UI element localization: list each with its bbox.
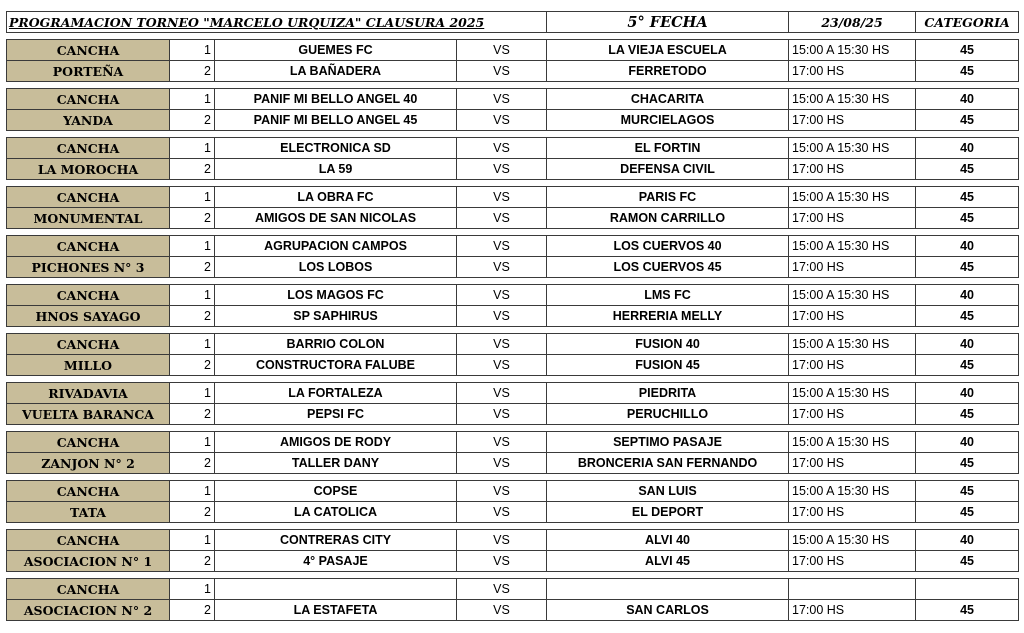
match-number: 2 bbox=[170, 453, 215, 474]
venue-name-line1: CANCHA bbox=[7, 334, 170, 355]
match-time: 17:00 HS bbox=[789, 355, 916, 376]
match-time: 17:00 HS bbox=[789, 208, 916, 229]
vs-label: VS bbox=[457, 355, 547, 376]
home-team: LA ESTAFETA bbox=[215, 600, 457, 621]
match-time: 15:00 A 15:30 HS bbox=[789, 89, 916, 110]
venue-name-line2: PICHONES N° 3 bbox=[7, 257, 170, 278]
match-row bbox=[7, 432, 1019, 453]
match-row bbox=[7, 334, 1019, 355]
separator-cell bbox=[7, 376, 1019, 383]
match-time: 17:00 HS bbox=[789, 600, 916, 621]
match-date: 23/08/25 bbox=[789, 12, 916, 33]
vs-label: VS bbox=[457, 530, 547, 551]
venue-name-line2: YANDA bbox=[7, 110, 170, 131]
match-row bbox=[7, 481, 1019, 502]
home-team: TALLER DANY bbox=[215, 453, 457, 474]
home-team: SP SAPHIRUS bbox=[215, 306, 457, 327]
match-row bbox=[7, 208, 1019, 229]
away-team: FERRETODO bbox=[547, 61, 789, 82]
match-number: 1 bbox=[170, 89, 215, 110]
match-category: 45 bbox=[916, 61, 1019, 82]
match-row bbox=[7, 600, 1019, 621]
match-category: 40 bbox=[916, 138, 1019, 159]
match-category: 40 bbox=[916, 334, 1019, 355]
match-number: 2 bbox=[170, 61, 215, 82]
away-team: PIEDRITA bbox=[547, 383, 789, 404]
home-team: LOS LOBOS bbox=[215, 257, 457, 278]
vs-label: VS bbox=[457, 159, 547, 180]
away-team: FUSION 40 bbox=[547, 334, 789, 355]
home-team: PANIF MI BELLO ANGEL 40 bbox=[215, 89, 457, 110]
category-header: CATEGORIA bbox=[916, 12, 1019, 33]
venue-separator bbox=[7, 278, 1019, 285]
home-team: COPSE bbox=[215, 481, 457, 502]
match-category: 40 bbox=[916, 383, 1019, 404]
venue-name-line1: CANCHA bbox=[7, 40, 170, 61]
home-team: LA BAÑADERA bbox=[215, 61, 457, 82]
venue-separator bbox=[7, 327, 1019, 334]
separator-cell bbox=[7, 327, 1019, 334]
match-number: 1 bbox=[170, 187, 215, 208]
away-team: SAN LUIS bbox=[547, 481, 789, 502]
match-category bbox=[916, 579, 1019, 600]
venue-name-line2: ZANJON N° 2 bbox=[7, 453, 170, 474]
match-row bbox=[7, 530, 1019, 551]
match-number: 1 bbox=[170, 432, 215, 453]
venue-name-line2: TATA bbox=[7, 502, 170, 523]
match-category: 45 bbox=[916, 306, 1019, 327]
match-category: 45 bbox=[916, 208, 1019, 229]
schedule-sheet bbox=[6, 11, 1018, 621]
venue-name-line2: MILLO bbox=[7, 355, 170, 376]
away-team: MURCIELAGOS bbox=[547, 110, 789, 131]
match-row bbox=[7, 383, 1019, 404]
away-team: SEPTIMO PASAJE bbox=[547, 432, 789, 453]
vs-label: VS bbox=[457, 187, 547, 208]
venue-name-line1: CANCHA bbox=[7, 579, 170, 600]
separator-cell bbox=[7, 180, 1019, 187]
match-number: 2 bbox=[170, 404, 215, 425]
match-row bbox=[7, 502, 1019, 523]
match-time bbox=[789, 579, 916, 600]
home-team: AMIGOS DE SAN NICOLAS bbox=[215, 208, 457, 229]
venue-name-line2: VUELTA BARANCA bbox=[7, 404, 170, 425]
away-team: LA VIEJA ESCUELA bbox=[547, 40, 789, 61]
match-number: 1 bbox=[170, 579, 215, 600]
match-time: 15:00 A 15:30 HS bbox=[789, 285, 916, 306]
vs-label: VS bbox=[457, 236, 547, 257]
match-time: 15:00 A 15:30 HS bbox=[789, 334, 916, 355]
match-number: 1 bbox=[170, 285, 215, 306]
vs-label: VS bbox=[457, 600, 547, 621]
round-label: 5° FECHA bbox=[547, 12, 789, 33]
match-number: 2 bbox=[170, 208, 215, 229]
venue-name-line2: HNOS SAYAGO bbox=[7, 306, 170, 327]
match-time: 15:00 A 15:30 HS bbox=[789, 187, 916, 208]
match-row bbox=[7, 404, 1019, 425]
match-number: 1 bbox=[170, 383, 215, 404]
match-row bbox=[7, 89, 1019, 110]
match-time: 17:00 HS bbox=[789, 61, 916, 82]
match-time: 15:00 A 15:30 HS bbox=[789, 432, 916, 453]
match-time: 17:00 HS bbox=[789, 453, 916, 474]
away-team: BRONCERIA SAN FERNANDO bbox=[547, 453, 789, 474]
home-team: AGRUPACION CAMPOS bbox=[215, 236, 457, 257]
away-team: PERUCHILLO bbox=[547, 404, 789, 425]
vs-label: VS bbox=[457, 208, 547, 229]
vs-label: VS bbox=[457, 481, 547, 502]
match-number: 2 bbox=[170, 306, 215, 327]
away-team: RAMON CARRILLO bbox=[547, 208, 789, 229]
match-time: 17:00 HS bbox=[789, 404, 916, 425]
vs-label: VS bbox=[457, 334, 547, 355]
match-category: 45 bbox=[916, 187, 1019, 208]
venue-name-line2: ASOCIACION N° 1 bbox=[7, 551, 170, 572]
match-row bbox=[7, 453, 1019, 474]
match-category: 40 bbox=[916, 432, 1019, 453]
home-team: LA CATOLICA bbox=[215, 502, 457, 523]
venue-name-line1: CANCHA bbox=[7, 285, 170, 306]
separator-cell bbox=[7, 131, 1019, 138]
venue-name-line1: CANCHA bbox=[7, 236, 170, 257]
match-row bbox=[7, 355, 1019, 376]
venue-name-line2: PORTEÑA bbox=[7, 61, 170, 82]
match-number: 1 bbox=[170, 236, 215, 257]
vs-label: VS bbox=[457, 61, 547, 82]
away-team: EL FORTIN bbox=[547, 138, 789, 159]
vs-label: VS bbox=[457, 579, 547, 600]
away-team: ALVI 45 bbox=[547, 551, 789, 572]
home-team: GUEMES FC bbox=[215, 40, 457, 61]
away-team: LOS CUERVOS 45 bbox=[547, 257, 789, 278]
match-category: 40 bbox=[916, 89, 1019, 110]
away-team: HERRERIA MELLY bbox=[547, 306, 789, 327]
home-team: CONSTRUCTORA FALUBE bbox=[215, 355, 457, 376]
match-time: 15:00 A 15:30 HS bbox=[789, 236, 916, 257]
match-category: 45 bbox=[916, 481, 1019, 502]
separator-cell bbox=[7, 278, 1019, 285]
match-number: 2 bbox=[170, 355, 215, 376]
match-row bbox=[7, 159, 1019, 180]
match-category: 45 bbox=[916, 502, 1019, 523]
home-team: LA OBRA FC bbox=[215, 187, 457, 208]
match-time: 15:00 A 15:30 HS bbox=[789, 530, 916, 551]
tournament-title: PROGRAMACION TORNEO "MARCELO URQUIZA" CLAUSURA 2025 bbox=[7, 12, 547, 33]
match-time: 15:00 A 15:30 HS bbox=[789, 481, 916, 502]
away-team: CHACARITA bbox=[547, 89, 789, 110]
match-category: 45 bbox=[916, 551, 1019, 572]
match-time: 17:00 HS bbox=[789, 306, 916, 327]
home-team: BARRIO COLON bbox=[215, 334, 457, 355]
match-category: 40 bbox=[916, 530, 1019, 551]
match-time: 17:00 HS bbox=[789, 551, 916, 572]
match-number: 1 bbox=[170, 334, 215, 355]
home-team: ELECTRONICA SD bbox=[215, 138, 457, 159]
match-category: 45 bbox=[916, 355, 1019, 376]
match-number: 1 bbox=[170, 138, 215, 159]
match-time: 15:00 A 15:30 HS bbox=[789, 40, 916, 61]
match-row bbox=[7, 40, 1019, 61]
home-team: AMIGOS DE RODY bbox=[215, 432, 457, 453]
match-number: 2 bbox=[170, 159, 215, 180]
venue-separator bbox=[7, 131, 1019, 138]
venue-name-line2: LA MOROCHA bbox=[7, 159, 170, 180]
venue-name-line1: CANCHA bbox=[7, 481, 170, 502]
match-row bbox=[7, 138, 1019, 159]
venue-separator bbox=[7, 376, 1019, 383]
venue-separator bbox=[7, 33, 1019, 40]
away-team: PARIS FC bbox=[547, 187, 789, 208]
match-category: 45 bbox=[916, 453, 1019, 474]
venue-name-line1: CANCHA bbox=[7, 187, 170, 208]
vs-label: VS bbox=[457, 89, 547, 110]
match-category: 40 bbox=[916, 236, 1019, 257]
away-team: DEFENSA CIVIL bbox=[547, 159, 789, 180]
venue-separator bbox=[7, 229, 1019, 236]
separator-cell bbox=[7, 572, 1019, 579]
venue-separator bbox=[7, 523, 1019, 530]
separator-cell bbox=[7, 33, 1019, 40]
venue-name-line2: MONUMENTAL bbox=[7, 208, 170, 229]
match-category: 45 bbox=[916, 600, 1019, 621]
away-team bbox=[547, 579, 789, 600]
away-team: SAN CARLOS bbox=[547, 600, 789, 621]
away-team: LOS CUERVOS 40 bbox=[547, 236, 789, 257]
home-team: LA 59 bbox=[215, 159, 457, 180]
match-number: 2 bbox=[170, 551, 215, 572]
vs-label: VS bbox=[457, 138, 547, 159]
header-row bbox=[7, 12, 1019, 33]
match-time: 15:00 A 15:30 HS bbox=[789, 383, 916, 404]
match-category: 45 bbox=[916, 404, 1019, 425]
away-team: ALVI 40 bbox=[547, 530, 789, 551]
match-row bbox=[7, 236, 1019, 257]
schedule-table bbox=[6, 11, 1019, 621]
vs-label: VS bbox=[457, 551, 547, 572]
venue-separator bbox=[7, 82, 1019, 89]
match-time: 17:00 HS bbox=[789, 159, 916, 180]
venue-separator bbox=[7, 180, 1019, 187]
venue-name-line1: CANCHA bbox=[7, 89, 170, 110]
home-team: LOS MAGOS FC bbox=[215, 285, 457, 306]
away-team: LMS FC bbox=[547, 285, 789, 306]
match-number: 2 bbox=[170, 600, 215, 621]
venue-name-line1: CANCHA bbox=[7, 432, 170, 453]
match-category: 45 bbox=[916, 257, 1019, 278]
match-time: 17:00 HS bbox=[789, 257, 916, 278]
match-category: 45 bbox=[916, 40, 1019, 61]
match-number: 1 bbox=[170, 530, 215, 551]
separator-cell bbox=[7, 523, 1019, 530]
vs-label: VS bbox=[457, 40, 547, 61]
separator-cell bbox=[7, 82, 1019, 89]
match-row bbox=[7, 579, 1019, 600]
venue-separator bbox=[7, 572, 1019, 579]
away-team: EL DEPORT bbox=[547, 502, 789, 523]
match-category: 45 bbox=[916, 159, 1019, 180]
match-row bbox=[7, 110, 1019, 131]
home-team: CONTRERAS CITY bbox=[215, 530, 457, 551]
match-time: 15:00 A 15:30 HS bbox=[789, 138, 916, 159]
vs-label: VS bbox=[457, 257, 547, 278]
match-number: 1 bbox=[170, 40, 215, 61]
home-team: PANIF MI BELLO ANGEL 45 bbox=[215, 110, 457, 131]
home-team: PEPSI FC bbox=[215, 404, 457, 425]
match-time: 17:00 HS bbox=[789, 110, 916, 131]
match-row bbox=[7, 257, 1019, 278]
vs-label: VS bbox=[457, 285, 547, 306]
vs-label: VS bbox=[457, 502, 547, 523]
match-number: 2 bbox=[170, 502, 215, 523]
match-row bbox=[7, 187, 1019, 208]
vs-label: VS bbox=[457, 404, 547, 425]
home-team bbox=[215, 579, 457, 600]
separator-cell bbox=[7, 474, 1019, 481]
match-category: 45 bbox=[916, 110, 1019, 131]
venue-name-line2: ASOCIACION N° 2 bbox=[7, 600, 170, 621]
separator-cell bbox=[7, 425, 1019, 432]
match-row bbox=[7, 306, 1019, 327]
vs-label: VS bbox=[457, 383, 547, 404]
vs-label: VS bbox=[457, 453, 547, 474]
match-number: 2 bbox=[170, 110, 215, 131]
match-row bbox=[7, 285, 1019, 306]
venue-name-line1: CANCHA bbox=[7, 138, 170, 159]
home-team: 4° PASAJE bbox=[215, 551, 457, 572]
match-row bbox=[7, 61, 1019, 82]
home-team: LA FORTALEZA bbox=[215, 383, 457, 404]
vs-label: VS bbox=[457, 432, 547, 453]
match-row bbox=[7, 551, 1019, 572]
venue-separator bbox=[7, 425, 1019, 432]
match-number: 2 bbox=[170, 257, 215, 278]
vs-label: VS bbox=[457, 110, 547, 131]
vs-label: VS bbox=[457, 306, 547, 327]
venue-name-line1: CANCHA bbox=[7, 530, 170, 551]
venue-separator bbox=[7, 474, 1019, 481]
venue-name-line1: RIVADAVIA bbox=[7, 383, 170, 404]
match-time: 17:00 HS bbox=[789, 502, 916, 523]
separator-cell bbox=[7, 229, 1019, 236]
match-category: 40 bbox=[916, 285, 1019, 306]
away-team: FUSION 45 bbox=[547, 355, 789, 376]
match-number: 1 bbox=[170, 481, 215, 502]
